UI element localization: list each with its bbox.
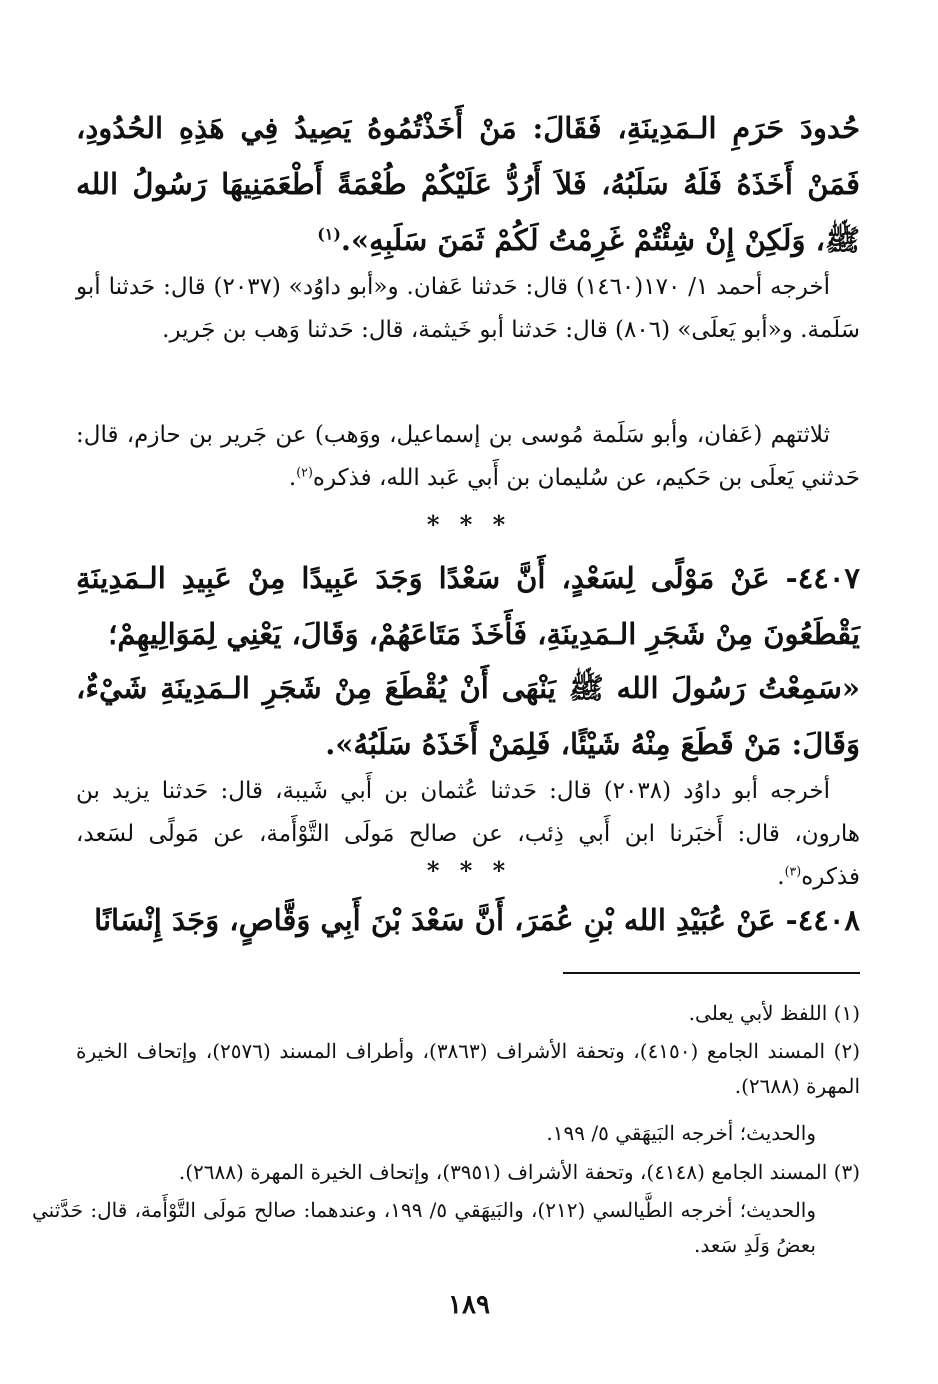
takhrij-paragraph-3: أخرجه أبو داوُد (٢٠٣٨) قال: حَدثنا عُثمان بن أَبي شَيبة، قال: حَدثنا يزيد بن هارون، قال: أَخبَرنا ابن أَبي ذِئب، عن صالح مَولَى التَّوْأَمة، عن مَولًى لسَعد، فذكره$^{(٣)}$.: [76, 778, 860, 890]
hadith-4407: ٤٤٠٧- عَنْ مَوْلًى لِسَعْدٍ، أَنَّ سَعْدًا وَجَدَ عَبِيدًا مِنْ عَبِيدِ الـمَدِينَةِ يَقْطَعُونَ مِنْ شَجَرِ الـمَدِينَةِ، فَأَخَذَ مَتَاعَهُمْ، وَقَالَ، يَعْنِي لِمَوَالِيهِمْ؛: [76, 561, 860, 651]
takhrij-paragraph-2: ثلاثتهم (عَفان، وأبو سَلَمة مُوسى بن إسماعيل، ووَهب) عن جَرير بن حازم، قال: حَدثني يَعلَى بن حَكيم، عن سُليمان بن أَبي عَبد الله، فذكره$^{(٢)}$.: [76, 422, 860, 491]
page-number: ١٨٩: [448, 1290, 490, 1320]
section-separator-1: * * *: [426, 510, 512, 539]
footnote-marker-3: (٣): [784, 863, 802, 879]
footnote-2: (٢) المسند الجامع (٤١٥٠)، وتحفة الأشراف (٣٨٦٣)، وأطراف المسند (٢٥٧٦)، وإتحاف الخيرة المهرة (٢٦٨٨).: [76, 1039, 860, 1098]
section-separator-2: * * *: [426, 856, 512, 885]
footnote-1: (١) اللفظ لأبي يعلى.: [688, 1001, 860, 1025]
footnote-marker-2: (٢): [296, 464, 313, 480]
hadith-continuation-text: حُدودَ حَرَمِ الـمَدِينَةِ، فَقَالَ: مَنْ أَخَذْتُمُوهُ يَصِيدُ فِي هَذِهِ الحُدُودِ، فَمَنْ أَخَذَهُ فَلَهُ سَلَبُهُ، فَلاَ أَرُدُّ عَلَيْكُمْ طُعْمَةً أَطْعَمَنِيهَا رَسُولُ الله ﷺ، وَلَكِنْ إِنْ شِئْتُمْ غَرِمْتُ لَكُمْ ثَمَنَ سَلَبِهِ».: [76, 111, 860, 257]
takhrij-paragraph-1: أخرجه أحمد ١/ ١٧٠(١٤٦٠) قال: حَدثنا عَفان. و«أبو داوُد» (٢٠٣٧) قال: حَدثنا أبو سَلَمة. و«أبو يَعلَى» (٨٠٦) قال: حَدثنا أبو خَيثمة، قال: حَدثنا وَهب بن جَرير.: [76, 274, 860, 343]
footnote-3: (٣) المسند الجامع (٤١٤٨)، وتحفة الأشراف (٣٩٥١)، وإتحاف الخيرة المهرة (٢٦٨٨).: [178, 1160, 860, 1184]
hadith-4408: ٤٤٠٨- عَنْ عُبَيْدِ الله بْنِ عُمَرَ، أَنَّ سَعْدَ بْنَ أَبِي وَقَّاصٍ، وَجَدَ إِنْسَانًا: [94, 903, 860, 937]
footnote-3-note: والحديث؛ أخرجه الطَّيالسي (٢١٢)، والبَيهَقي ٥/ ١٩٩، وعندهما: صالح مَولَى التَّوْأَمة، قال: حَدَّثني بعضُ وَلَدِ سَعد.: [32, 1198, 816, 1257]
hadith-continuation: [76, 100, 860, 268]
takhrij-paragraph-3-text: أخرجه أبو داوُد (٢٠٣٨) قال: حَدثنا عُثمان بن أَبي شَيبة، قال: حَدثنا يزيد بن هارون، قال: أَخبَرنا ابن أَبي ذِئب، عن صالح مَولَى التَّوْأَمة، عن مَولًى لسَعد، فذكره: [76, 778, 860, 890]
footnote-marker-1: (١): [317, 224, 341, 244]
footnote-divider: [563, 972, 860, 974]
hadith-4407-quote: «سَمِعْتُ رَسُولَ الله ﷺ يَنْهَى أَنْ يُقْطَعَ مِنْ شَجَرِ الـمَدِينَةِ شَيْءٌ، وَقَالَ: مَنْ قَطَعَ مِنْهُ شَيْئًا، فَلِمَنْ أَخَذَهُ سَلَبُهُ».: [76, 671, 860, 761]
takhrij-paragraph-2-text: ثلاثتهم (عَفان، وأبو سَلَمة مُوسى بن إسماعيل، ووَهب) عن جَرير بن حازم، قال: حَدثني يَعلَى بن حَكيم، عن سُليمان بن أَبي عَبد الله، فذكره: [76, 422, 860, 491]
footnote-2-note: والحديث؛ أخرجه البَيهَقي ٥/ ١٩٩.: [546, 1121, 816, 1145]
